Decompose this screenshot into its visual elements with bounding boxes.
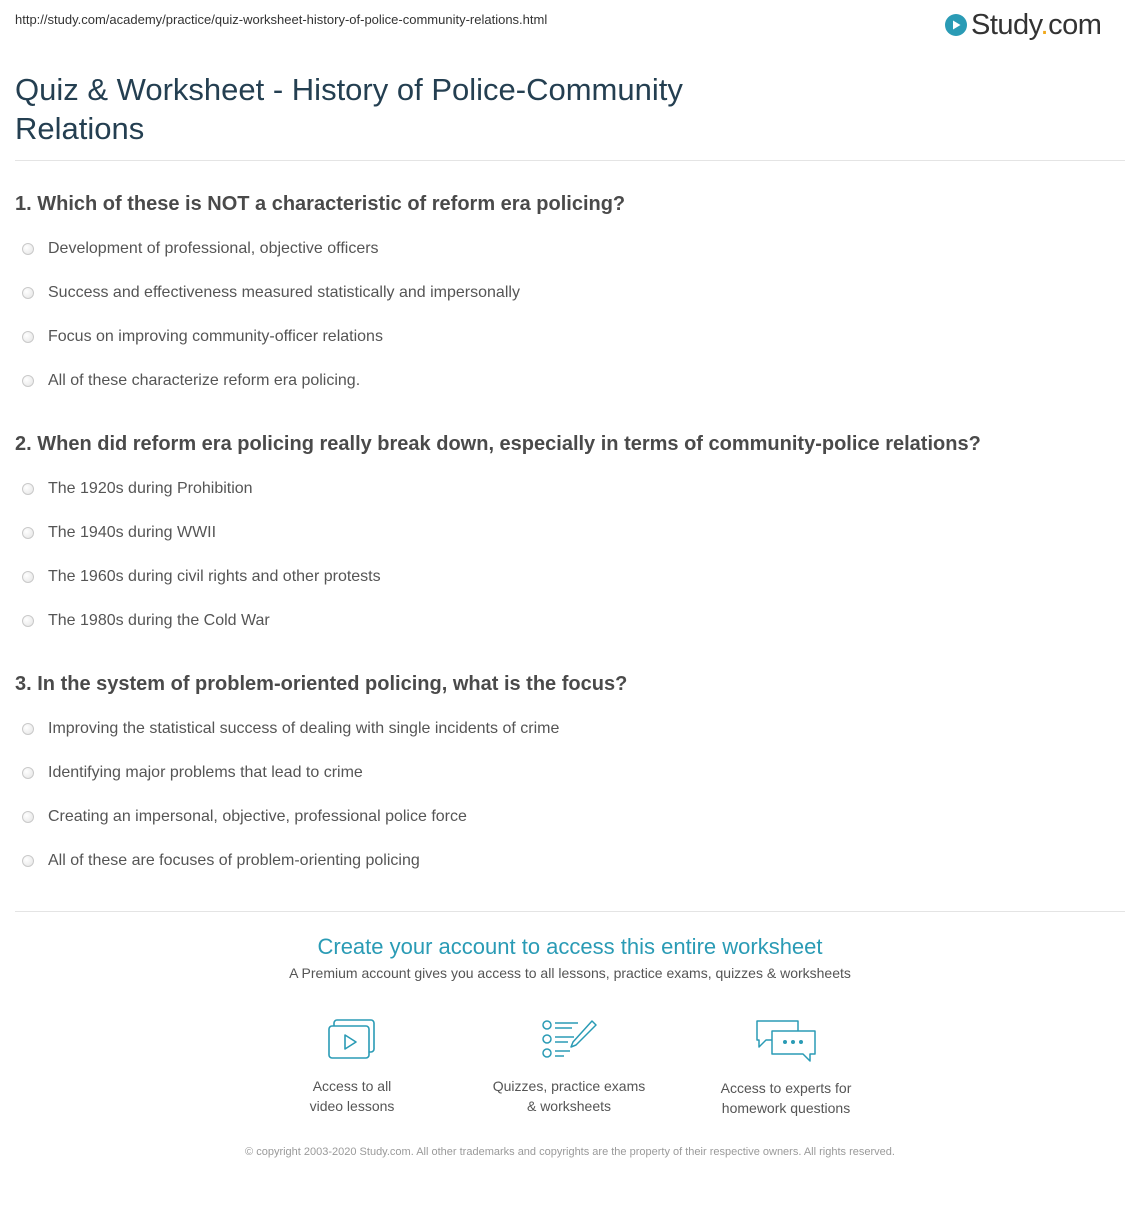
cta-subtitle: A Premium account gives you access to all lessons, practice exams, quizzes & worksheets [289,965,851,981]
answer-option[interactable] [22,238,379,260]
answer-option[interactable] [22,282,520,304]
radio-button[interactable] [22,723,34,735]
question-1: 1. Which of these is NOT a characteristic of reform era policing? [15,193,626,215]
radio-button[interactable] [22,571,34,583]
radio-button[interactable] [22,855,34,867]
divider [15,911,1125,912]
copyright-notice: © copyright 2003-2020 Study.com. All other trademarks and copyrights are the property of their respective owners. All rights reserved. [245,1146,895,1158]
answer-label: Identifying major problems that lead to crime [48,764,363,781]
quiz-checklist-icon [540,1018,598,1062]
answer-label: Focus on improving community-officer relations [48,328,383,345]
divider [15,160,1125,161]
feature-label: Access to experts for homework questions [720,1080,852,1116]
answer-label: Success and effectiveness measured statistically and impersonally [48,284,520,301]
answer-label: Development of professional, objective officers [48,240,379,257]
feature-label: Quizzes, practice exams & worksheets [492,1078,646,1114]
answer-option[interactable] [22,806,467,828]
answer-option[interactable] [22,850,420,872]
radio-button[interactable] [22,615,34,627]
radio-button[interactable] [22,243,34,255]
answer-option[interactable] [22,326,383,348]
question-3: 3. In the system of problem-oriented policing, what is the focus? [15,673,628,695]
answer-label: The 1980s during the Cold War [48,612,270,629]
answer-option[interactable] [22,762,363,784]
answer-label: The 1960s during civil rights and other protests [48,568,381,585]
answer-option[interactable] [22,370,360,392]
radio-button[interactable] [22,767,34,779]
radio-button[interactable] [22,527,34,539]
chat-bubbles-icon [754,1018,818,1064]
answer-option[interactable] [22,718,559,740]
answer-option[interactable] [22,478,253,500]
feature-experts [686,1018,886,1118]
page-title: Quiz & Worksheet - History of Police-Community Relations [15,72,683,146]
radio-button[interactable] [22,811,34,823]
video-lesson-icon [326,1018,378,1062]
page-url[interactable]: http://study.com/academy/practice/quiz-worksheet-history-of-police-community-relations.html [15,12,548,27]
answer-label: All of these characterize reform era policing. [48,372,361,389]
feature-quizzes [469,1018,669,1116]
answer-label: The 1920s during Prohibition [48,480,253,497]
answer-label: Creating an impersonal, objective, professional police force [48,808,467,825]
radio-button[interactable] [22,331,34,343]
answer-label: The 1940s during WWII [48,524,217,541]
feature-video-lessons [252,1018,452,1116]
play-icon [945,14,967,36]
logo-text: Study.com [971,8,1102,41]
create-account-link[interactable]: Create your account to access this entire worksheet [317,934,823,959]
study-logo[interactable] [945,8,1101,42]
radio-button[interactable] [22,483,34,495]
radio-button[interactable] [22,287,34,299]
feature-label: Access to all video lessons [309,1078,395,1114]
top-bar [0,0,1140,60]
answer-option[interactable] [22,522,216,544]
answer-option[interactable] [22,610,270,632]
radio-button[interactable] [22,375,34,387]
answer-label: All of these are focuses of problem-orienting policing [48,852,420,869]
question-2: 2. When did reform era policing really break down, especially in terms of community-police relations? [15,433,981,455]
answer-option[interactable] [22,566,381,588]
answer-label: Improving the statistical success of dealing with single incidents of crime [48,720,560,737]
